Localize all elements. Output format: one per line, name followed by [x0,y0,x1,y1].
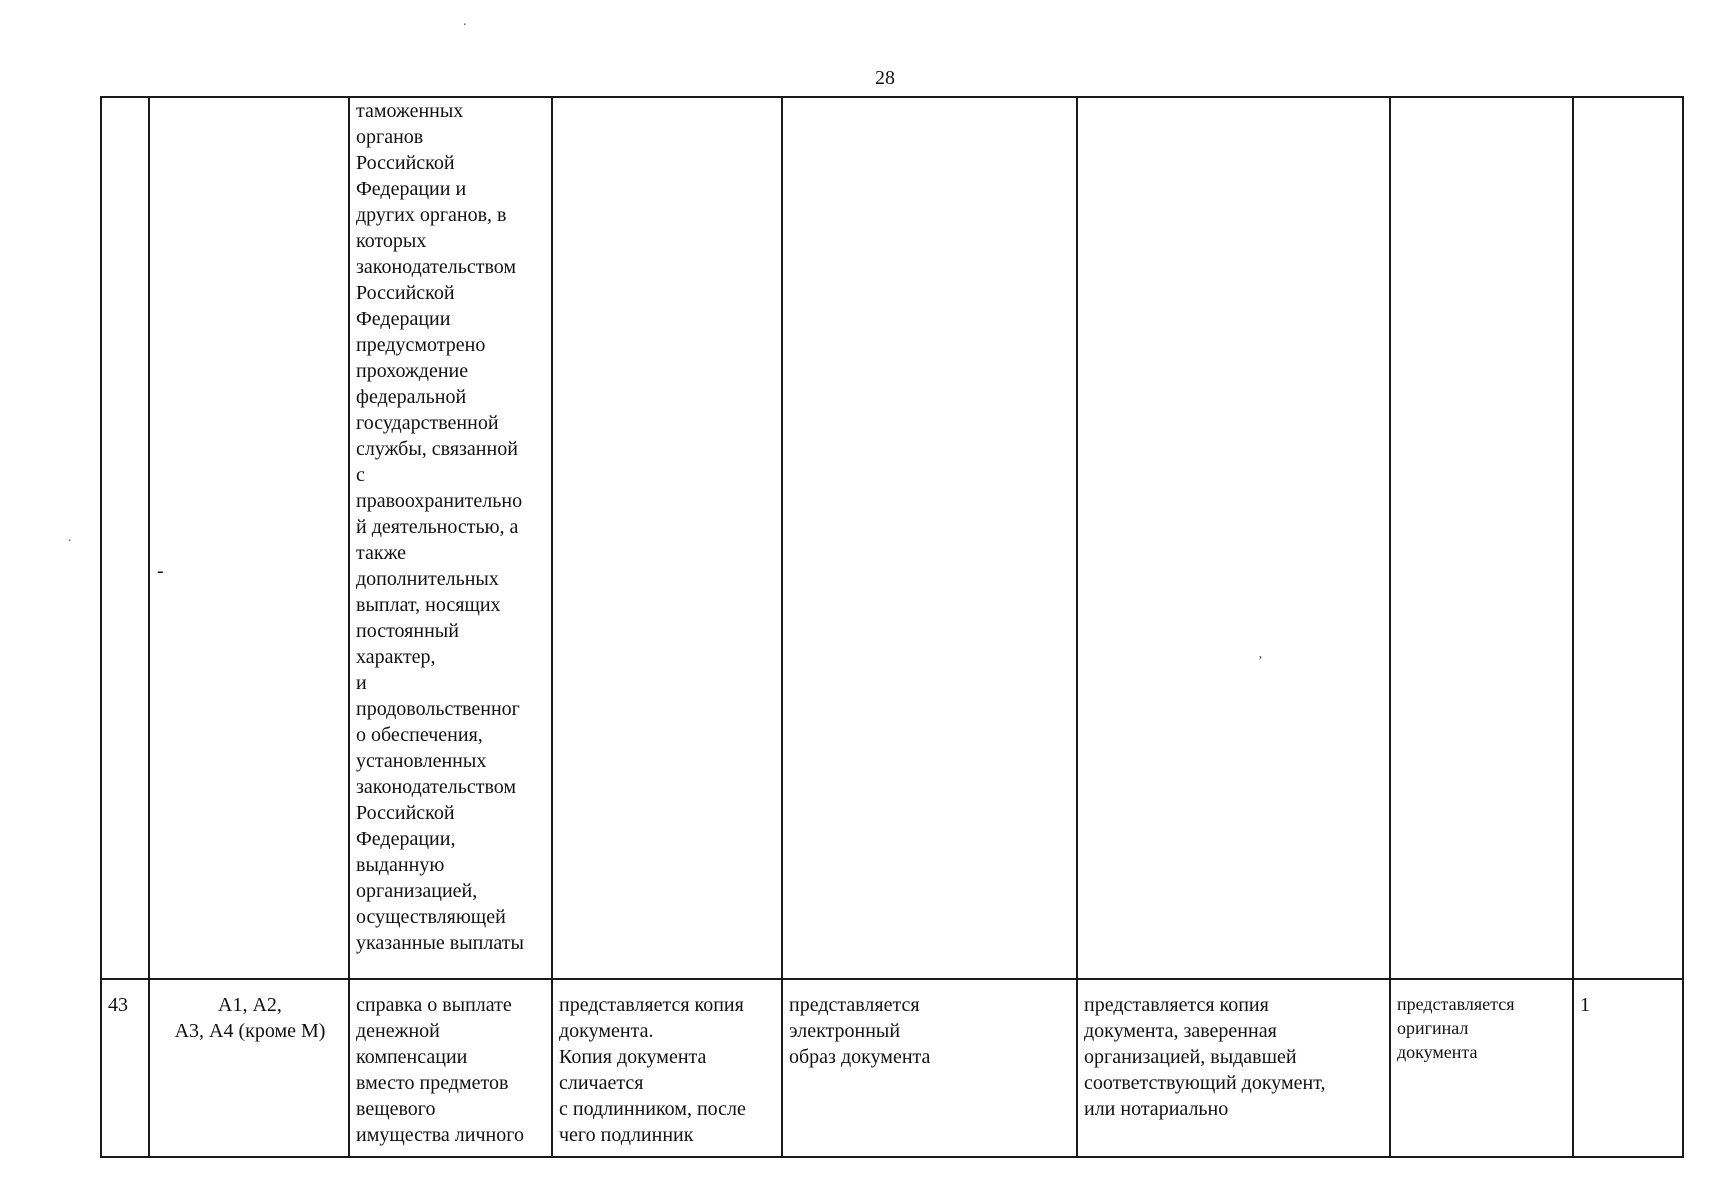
cell-document: справка о выплате денежной компенсации вместо предметов вещевого имущества личного [349,979,552,1157]
cell-count: 1 [1573,979,1683,1157]
cell-categories: А1, А2, А3, А4 (кроме М) [149,979,349,1157]
table-row-43 [101,979,1683,1157]
cell-col7 [1390,97,1573,979]
cell-number [101,97,149,979]
cell-col4 [552,97,782,979]
cell-col8 [1573,97,1683,979]
cell-col5 [782,97,1077,979]
cell-document-continued: таможенных органов Российской Федерации и других органов, в которых законодательством Российской Федерации предусмотрено прохождение федеральной государственной службы, связанной с правоохранительно й деятельностью, а также дополнительных выплат, носящих постоянный характер, и продовольственног о обеспечения, установленных законодательством Российской Федерации, выданную организацией, осуществляющей указанные выплаты [349,97,552,979]
table-row-continuation [101,97,1683,979]
cell-copy-requirement: представляется копия документа. Копия документа сличается с подлинником, после чего подлинник [552,979,782,1157]
stray-dash-mark: - [157,560,164,582]
scan-speck: . [463,14,467,29]
scan-speck: ʼ [1258,654,1263,669]
cell-row-number: 43 [101,979,149,1157]
cell-original-document: представляется оригинал документа [1390,979,1573,1157]
page-number: 28 [875,67,895,89]
document-table [100,96,1684,1158]
cell-electronic-image: представляется электронный образ документа [782,979,1077,1157]
cell-categories [149,97,349,979]
cell-col6 [1077,97,1390,979]
cell-certified-copy: представляется копия документа, заверенная организацией, выдавшей соответствующий документ, или нотариально [1077,979,1390,1157]
scan-speck: . [68,530,72,545]
